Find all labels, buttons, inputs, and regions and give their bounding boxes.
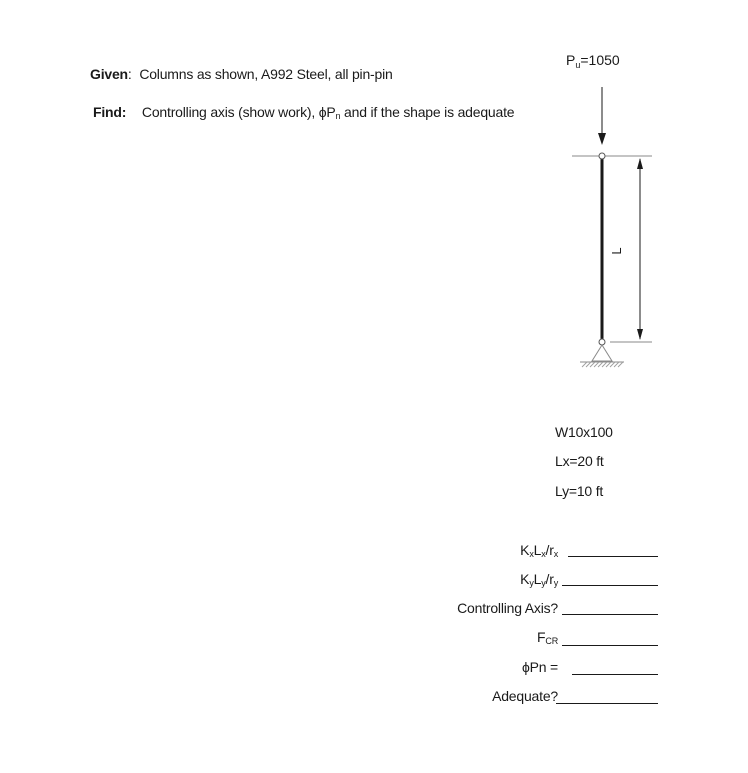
phipn-label: ϕPn = (521, 659, 558, 675)
adequate-answer-line[interactable] (556, 703, 658, 704)
find-subscript: n (335, 111, 341, 121)
kxlx-rx-answer-line[interactable] (568, 556, 658, 557)
ground-hatching (582, 362, 623, 367)
given-text: Columns as shown, A992 Steel, all pin-pin (139, 66, 393, 82)
controlling-axis-answer-line[interactable] (562, 614, 658, 615)
adequate-label: Adequate? (492, 688, 558, 704)
dimension-arrow-top (637, 158, 643, 169)
column-diagram (560, 45, 670, 380)
fcr-answer-line[interactable] (562, 645, 658, 646)
fcr-label: $F_{CR}$ (537, 629, 558, 646)
find-text-after: and if the shape is adequate (340, 104, 515, 120)
dimension-arrow-bottom (637, 329, 643, 340)
load-arrow-head (598, 133, 606, 145)
kyly-ry-label: $K_yL_y/r_y$ (520, 571, 558, 588)
controlling-axis-label: Controlling Axis? (457, 600, 558, 616)
pin-support (592, 345, 612, 361)
find-label: Find: (93, 104, 127, 120)
given-line (90, 66, 393, 82)
shape-designation: W10x100 (555, 424, 613, 440)
given-colon: : (127, 66, 132, 82)
ly-value: Ly=10 ft (555, 483, 604, 499)
top-pin (599, 153, 605, 159)
find-text: Controlling axis (show work), ϕP (141, 104, 336, 120)
kyly-ry-answer-line[interactable] (562, 585, 658, 586)
load-label: $P_u=1050$ (566, 52, 620, 70)
length-label: L (609, 247, 624, 255)
phipn-answer-line[interactable] (572, 674, 658, 675)
lx-value: Lx=20 ft (555, 453, 604, 469)
kxlx-rx-label: $K_xL_x/r_x$ (520, 542, 558, 559)
given-label: Given (90, 66, 128, 82)
find-line (93, 104, 514, 121)
